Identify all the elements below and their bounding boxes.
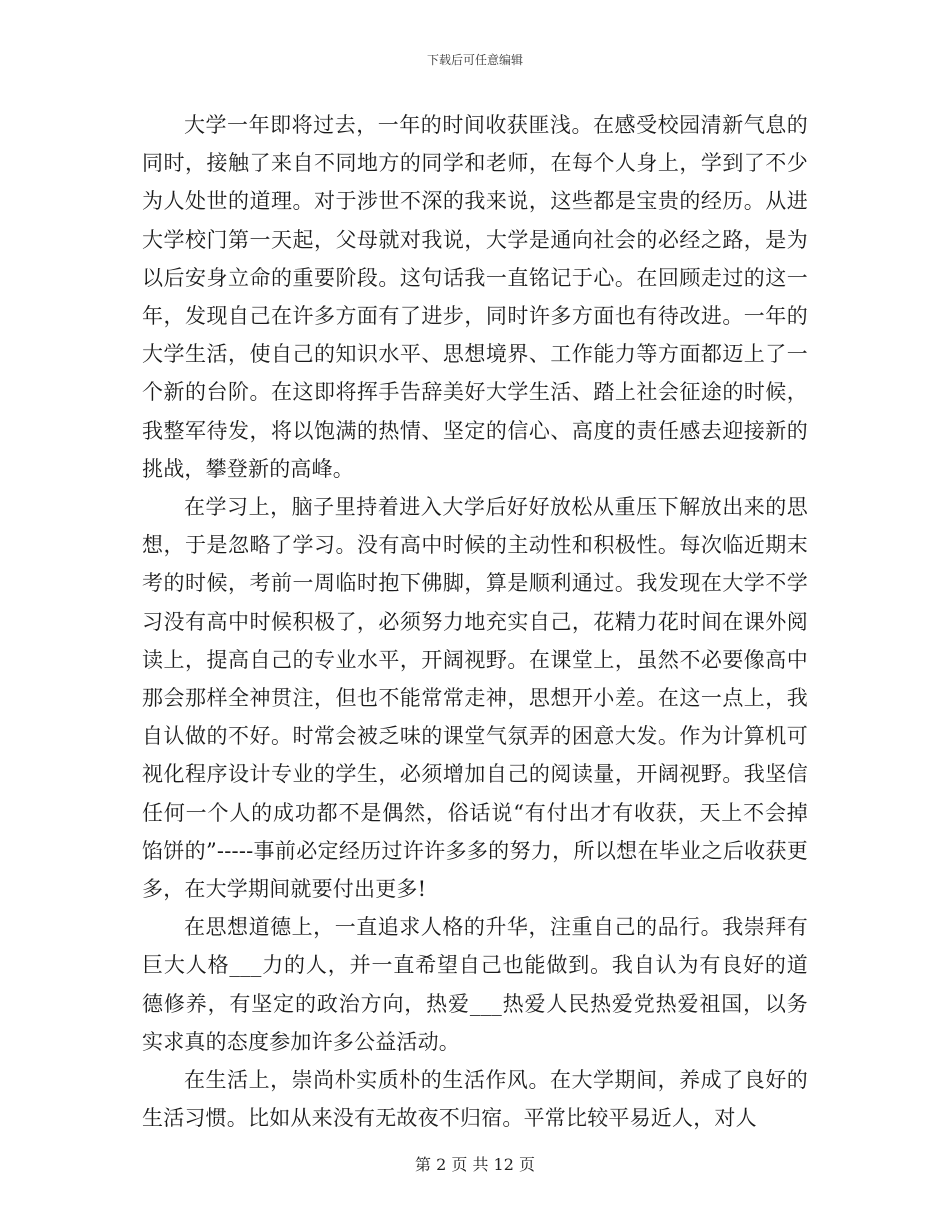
document-body [142,106,808,1137]
paragraph-study: 在学习上，脑子里持着进入大学后好好放松从重压下解放出来的思想，于是忽略了学习。没有高中时候的主动性和积极性。每次临近期末考的时候，考前一周临时抱下佛脚，算是顺利通过。我发现在大学不学习没有高中时候积极了，必须努力地充实自己，花精力花时间在课外阅读上，提高自己的专业水平，开阔视野。在课堂上，虽然不必要像高中那会那样全神贯注，但也不能常常走神，思想开小差。在这一点上，我自认做的不好。时常会被乏味的课堂气氛弄的困意大发。作为计算机可视化程序设计专业的学生，必须增加自己的阅读量，开阔视野。我坚信任何一个人的成功都不是偶然，俗话说“有付出才有收获，天上不会掉馅饼的”-----事前必定经历过许许多多的努力，所以想在毕业之后收获更多，在大学期间就要付出更多! [142,495,808,902]
paragraph-morality: 在思想道德上，一直追求人格的升华，注重自己的品行。我崇拜有巨大人格___力的人，并一直希望自己也能做到。我自认为有良好的道德修养，有坚定的政治方向，热爱___热爱人民热爱党热爱祖国，以务实求真的态度参加许多公益活动。 [142,915,808,1054]
paragraph-intro: 大学一年即将过去，一年的时间收获匪浅。在感受校园清新气息的同时，接触了来自不同地方的同学和老师，在每个人身上，学到了不少为人处世的道理。对于涉世不深的我来说，这些都是宝贵的经历。从进大学校门第一天起，父母就对我说，大学是通向社会的必经之路，是为以后安身立命的重要阶段。这句话我一直铭记于心。在回顾走过的这一年，发现自己在许多方面有了进步，同时许多方面也有待改进。一年的大学生活，使自己的知识水平、思想境界、工作能力等方面都迈上了一个新的台阶。在这即将挥手告辞美好大学生活、踏上社会征途的时候，我整军待发，将以饱满的热情、坚定的信心、高度的责任感去迎接新的挑战，攀登新的高峰。 [142,113,808,481]
page-header: 下载后可任意编辑 [426,53,523,67]
paragraph-life: 在生活上，崇尚朴实质朴的生活作风。在大学期间，养成了良好的生活习惯。比如从来没有无故夜不归宿。平常比较平易近人，对人 [142,1068,808,1131]
page-number-footer: 第 2 页 共 12 页 [415,1155,535,1174]
